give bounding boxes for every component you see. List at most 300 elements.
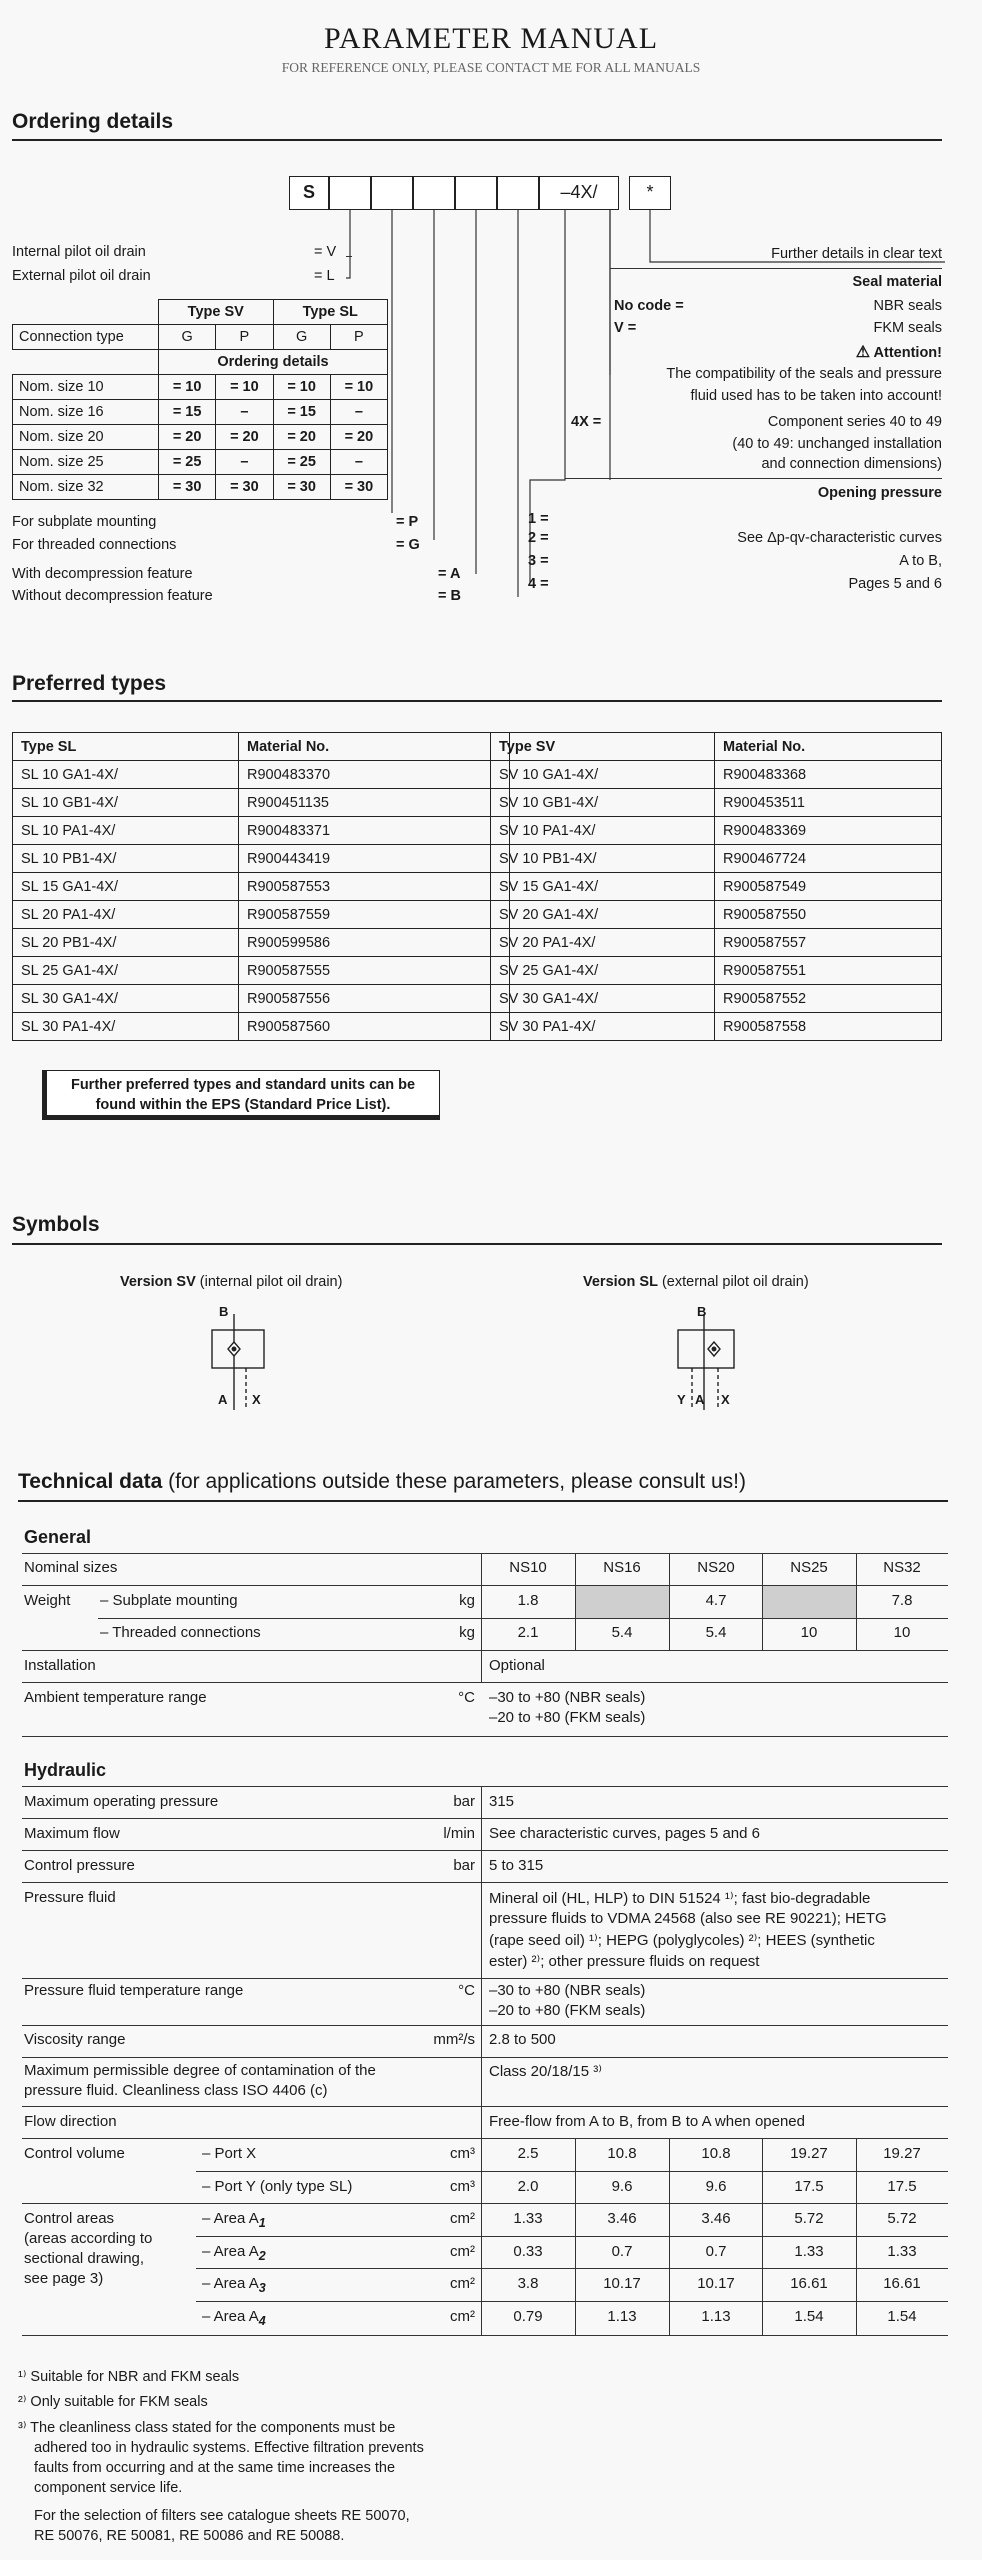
conn-p-sv: P	[216, 325, 273, 350]
area-4-2: 1.13	[701, 2308, 731, 2325]
th-type-sv: Type SV	[159, 300, 274, 325]
area-4-0: 0.79	[513, 2308, 543, 2325]
series-line-2: (40 to 49: unchanged installation	[732, 436, 942, 452]
cell: R900483368	[715, 761, 942, 789]
fluid-temp-1: –30 to +80 (NBR seals)	[489, 1982, 646, 1999]
footnote-3-line-4: component service life.	[34, 2480, 183, 2496]
max-op-unit: bar	[453, 1793, 475, 1810]
table-row	[13, 761, 510, 789]
weight-thr-0: 2.1	[517, 1624, 539, 1641]
area-3-unit: cm²	[450, 2275, 475, 2292]
table-row	[13, 425, 388, 450]
area-label-text: – Area A	[202, 2210, 259, 2227]
op-code-2: 2 =	[528, 530, 549, 546]
cell: = 30	[330, 475, 387, 500]
opt-subplate-code: = P	[396, 514, 419, 530]
cell: R900483370	[239, 761, 510, 789]
cell: = 20	[273, 425, 330, 450]
area-label-text: – Area A	[202, 2308, 259, 2325]
cell: SV 10 PA1-4X/	[491, 817, 715, 845]
flow-dir-value: Free-flow from A to B, from B to A when opened	[489, 2113, 805, 2130]
opt-with-decompression: With decompression feature	[12, 566, 193, 582]
opt-internal-drain: Internal pilot oil drain	[12, 244, 146, 260]
ambient-value-1: –30 to +80 (NBR seals)	[489, 1689, 646, 1706]
tech-rule	[18, 1500, 948, 1502]
sv-port-x: X	[252, 1392, 261, 1407]
area-1-4: 5.72	[887, 2210, 917, 2227]
table-row	[13, 957, 510, 985]
ns-2: NS20	[697, 1559, 735, 1576]
cell: –	[216, 450, 273, 475]
tech-heading	[18, 1470, 746, 1494]
cell: R900467724	[715, 845, 942, 873]
tech-heading-bold: Technical data	[18, 1470, 163, 1493]
viscosity-unit: mm²/s	[433, 2031, 475, 2048]
conn-g-sl: G	[273, 325, 330, 350]
table-row	[13, 873, 510, 901]
area-2-unit: cm²	[450, 2243, 475, 2260]
cell: –	[216, 400, 273, 425]
sv-port-b: B	[219, 1304, 229, 1319]
max-op-value: 315	[489, 1793, 515, 1810]
cell: R900587553	[239, 873, 510, 901]
divider	[22, 2138, 948, 2139]
cell: = 20	[216, 425, 273, 450]
fluid-line-1: Mineral oil (HL, HLP) to DIN 51524 ¹⁾; fast bio-degradable	[489, 1890, 871, 1907]
th-material-no: Material No.	[715, 733, 942, 761]
table-row	[13, 450, 388, 475]
weight-sub-2: 4.7	[705, 1592, 727, 1609]
cell: SV 10 GA1-4X/	[491, 761, 715, 789]
opening-pressure-heading: Opening pressure	[817, 485, 942, 501]
op-line-3: Pages 5 and 6	[848, 576, 942, 592]
table-row	[13, 985, 510, 1013]
row-label: Nom. size 16	[13, 400, 159, 425]
cell: = 25	[159, 450, 216, 475]
weight-thr-3: 10	[800, 1624, 818, 1641]
cell: SV 10 PB1-4X/	[491, 845, 715, 873]
cell: = 30	[159, 475, 216, 500]
opt-without-decompression-code: = B	[438, 588, 461, 604]
ambient-label: Ambient temperature range	[24, 1689, 207, 1706]
cell: SV 30 GA1-4X/	[491, 985, 715, 1013]
ordering-table	[12, 299, 388, 500]
viscosity-label: Viscosity range	[24, 2031, 126, 2048]
area-1-0: 1.33	[513, 2210, 543, 2227]
no-code-label: No code =	[614, 298, 684, 314]
divider	[565, 478, 942, 479]
cell: R900443419	[239, 845, 510, 873]
cell: SV 10 GB1-4X/	[491, 789, 715, 817]
cell: = 30	[216, 475, 273, 500]
divider	[196, 2301, 948, 2302]
code-series: –4X	[560, 182, 593, 202]
conn-p-sl: P	[330, 325, 387, 350]
code-slash: /	[592, 182, 598, 202]
area-3-1: 10.17	[603, 2275, 641, 2292]
table-row	[13, 929, 510, 957]
cell: SL 10 GB1-4X/	[13, 789, 239, 817]
divider	[196, 2268, 948, 2269]
opt-external-drain: External pilot oil drain	[12, 268, 151, 284]
col-divider	[669, 2138, 670, 2335]
area-1-1: 3.46	[607, 2210, 637, 2227]
area-2-4: 1.33	[887, 2243, 917, 2260]
divider	[196, 2236, 948, 2237]
ambient-value-2: –20 to +80 (FKM seals)	[489, 1709, 646, 1726]
cell: R900587559	[239, 901, 510, 929]
installation-value: Optional	[489, 1657, 545, 1674]
cell: R900587558	[715, 1013, 942, 1041]
control-pressure-value: 5 to 315	[489, 1857, 544, 1874]
footnote-3-line-2: adhered too in hydraulic systems. Effective filtration prevents	[34, 2440, 424, 2456]
fkm-seals: FKM seals	[873, 320, 942, 336]
control-areas-4: see page 3)	[24, 2270, 104, 2287]
sl-rest: (external pilot oil drain)	[657, 1274, 809, 1290]
fluid-line-3: (rape seed oil) ¹⁾; HEPG (polyglycoles) ²⁾; HEES (synthetic	[489, 1932, 875, 1949]
preferred-rule	[12, 700, 942, 702]
op-code-4: 4 =	[528, 576, 549, 592]
divider	[22, 1850, 948, 1851]
ns-1: NS16	[603, 1559, 641, 1576]
control-pressure-label: Control pressure	[24, 1857, 135, 1874]
op-code-3: 3 =	[528, 553, 549, 569]
cell: = 25	[273, 450, 330, 475]
cell: SL 15 GA1-4X/	[13, 873, 239, 901]
sl-bold: Version SL	[583, 1274, 658, 1290]
area-sub: 1	[258, 2216, 266, 2230]
area-sub: 2	[258, 2249, 266, 2263]
table-row	[13, 475, 388, 500]
contam-line-2: pressure fluid. Cleanliness class ISO 4406 (c)	[24, 2082, 328, 2099]
series-code: 4X =	[571, 414, 602, 430]
cell: R900587555	[239, 957, 510, 985]
col-divider	[575, 2138, 576, 2335]
port-y-2: 9.6	[705, 2178, 727, 2195]
cell: R900599586	[239, 929, 510, 957]
footnote-3-line-1: ³⁾ The cleanliness class stated for the components must be	[18, 2420, 396, 2436]
divider	[22, 2057, 948, 2058]
symbol-sv-diagram	[200, 1300, 290, 1415]
sl-port-x: X	[721, 1392, 730, 1407]
op-line-1: See Δp-qv-characteristic curves	[737, 530, 942, 546]
table-row	[491, 985, 942, 1013]
divider	[22, 1882, 948, 1883]
max-flow-value: See characteristic curves, pages 5 and 6	[489, 1825, 760, 1842]
area-label-text: – Area A	[202, 2275, 259, 2292]
port-y-0: 2.0	[517, 2178, 539, 2195]
area-1-label	[202, 2210, 266, 2230]
max-flow-label: Maximum flow	[24, 1825, 120, 1842]
area-2-1: 0.7	[611, 2243, 633, 2260]
installation-label: Installation	[24, 1657, 96, 1674]
series-line-3: and connection dimensions)	[761, 456, 942, 472]
divider	[22, 1818, 948, 1819]
port-x-unit: cm³	[450, 2145, 475, 2162]
further-details: Further details in clear text	[771, 246, 942, 262]
fluid-temp-2: –20 to +80 (FKM seals)	[489, 2002, 646, 2019]
area-1-3: 5.72	[794, 2210, 824, 2227]
sl-port-a: A	[695, 1392, 705, 1407]
weight-thr-1: 5.4	[611, 1624, 633, 1641]
divider	[22, 1978, 948, 1979]
cell: SV 25 GA1-4X/	[491, 957, 715, 985]
cell: = 15	[273, 400, 330, 425]
port-x-2: 10.8	[701, 2145, 731, 2162]
area-3-0: 3.8	[517, 2275, 539, 2292]
table-row	[491, 957, 942, 985]
opt-without-decompression: Without decompression feature	[12, 588, 213, 604]
table-row	[13, 817, 510, 845]
conn-g-sv: G	[159, 325, 216, 350]
control-areas-3: sectional drawing,	[24, 2250, 145, 2267]
footnote-4-line-1: For the selection of filters see catalogue sheets RE 50070,	[34, 2508, 410, 2524]
attention	[740, 342, 942, 362]
cell: SL 10 PB1-4X/	[13, 845, 239, 873]
compat-line-1: The compatibility of the seals and pressure	[666, 366, 942, 382]
port-x-0: 2.5	[517, 2145, 539, 2162]
control-areas-1: Control areas	[24, 2210, 115, 2227]
code-box-star: *	[629, 176, 671, 210]
divider	[98, 1618, 948, 1619]
table-row	[491, 845, 942, 873]
cell: SV 20 PA1-4X/	[491, 929, 715, 957]
divider	[610, 268, 942, 269]
preferred-sv-table	[490, 732, 942, 1041]
port-y-4: 17.5	[887, 2178, 917, 2195]
conn-type-label: Connection type	[13, 325, 159, 350]
area-2-0: 0.33	[513, 2243, 543, 2260]
cell: SL 25 GA1-4X/	[13, 957, 239, 985]
area-2-3: 1.33	[794, 2243, 824, 2260]
th-ordering-details: Ordering details	[159, 350, 388, 375]
series-line-1: Component series 40 to 49	[767, 414, 942, 430]
table-row	[13, 1013, 510, 1041]
tech-heading-note: (for applications outside these parameters, please consult us!)	[162, 1470, 746, 1493]
cell: R900483371	[239, 817, 510, 845]
row-label: Nom. size 10	[13, 375, 159, 400]
preferred-heading: Preferred types	[12, 672, 167, 695]
grey-cell	[763, 1586, 856, 1618]
area-sub: 3	[258, 2281, 266, 2295]
max-flow-unit: l/min	[443, 1825, 475, 1842]
area-3-4: 16.61	[883, 2275, 921, 2292]
divider	[22, 2106, 948, 2107]
cell: SV 30 PA1-4X/	[491, 1013, 715, 1041]
ordering-heading: Ordering details	[12, 110, 174, 133]
cell: = 30	[273, 475, 330, 500]
table-row	[491, 1013, 942, 1041]
cell: R900587560	[239, 1013, 510, 1041]
opt-with-decompression-code: = A	[438, 566, 461, 582]
footnote-3-line-3: faults from occurring and at the same time increases the	[34, 2460, 396, 2476]
area-4-3: 1.54	[794, 2308, 824, 2325]
cell: R900587551	[715, 957, 942, 985]
symbols-rule	[12, 1243, 942, 1245]
table-row	[491, 929, 942, 957]
page-title: PARAMETER MANUAL	[323, 22, 659, 55]
cell: = 10	[159, 375, 216, 400]
table-row	[491, 873, 942, 901]
divider	[196, 2171, 948, 2172]
table-row	[491, 901, 942, 929]
weight-thr-4: 10	[893, 1624, 911, 1641]
footnote-1: ¹⁾ Suitable for NBR and FKM seals	[18, 2369, 240, 2385]
note-line-1: Further preferred types and standard units can be	[70, 1077, 416, 1093]
cell: SL 20 PA1-4X/	[13, 901, 239, 929]
footnote-2: ²⁾ Only suitable for FKM seals	[18, 2394, 208, 2410]
seal-material-heading: Seal material	[852, 274, 942, 290]
cell: = 10	[330, 375, 387, 400]
cell: SL 10 PA1-4X/	[13, 817, 239, 845]
weight-label: Weight	[24, 1592, 71, 1609]
cell: R900453511	[715, 789, 942, 817]
ambient-unit: °C	[458, 1689, 475, 1706]
table-row	[13, 901, 510, 929]
nominal-sizes-label: Nominal sizes	[24, 1559, 118, 1576]
grey-cell	[576, 1586, 669, 1618]
op-line-2: A to B,	[899, 553, 942, 569]
cell: R900587556	[239, 985, 510, 1013]
cell: –	[330, 400, 387, 425]
cell: SL 10 GA1-4X/	[13, 761, 239, 789]
tick-v	[346, 256, 352, 257]
table-row	[13, 375, 388, 400]
table-row	[491, 817, 942, 845]
weight-sub-4: 7.8	[891, 1592, 913, 1609]
cell: = 10	[216, 375, 273, 400]
weight-subplate-unit: kg	[459, 1592, 475, 1609]
opt-subplate: For subplate mounting	[12, 514, 157, 530]
fluid-line-2: pressure fluids to VDMA 24568 (also see RE 90221); HETG	[489, 1910, 887, 1927]
table-row	[13, 845, 510, 873]
sv-port-a: A	[218, 1392, 228, 1407]
area-4-4: 1.54	[887, 2308, 917, 2325]
fluid-line-4: ester) ²⁾; other pressure fluids on request	[489, 1953, 760, 1970]
port-y-1: 9.6	[611, 2178, 633, 2195]
table-row	[13, 789, 510, 817]
flow-dir-label: Flow direction	[24, 2113, 117, 2130]
divider	[22, 1736, 948, 1737]
divider	[22, 2335, 948, 2336]
sv-bold: Version SV	[120, 1274, 196, 1290]
cell: SV 20 GA1-4X/	[491, 901, 715, 929]
port-y-label: – Port Y (only type SL)	[202, 2178, 353, 2195]
opt-threaded-code: = G	[396, 537, 420, 553]
area-2-2: 0.7	[705, 2243, 727, 2260]
cell: R900587550	[715, 901, 942, 929]
weight-subplate-label: – Subplate mounting	[100, 1592, 238, 1609]
cell: = 10	[273, 375, 330, 400]
opt-internal-drain-code: = V	[314, 244, 337, 260]
area-sub: 4	[258, 2314, 266, 2328]
table-row	[491, 789, 942, 817]
op-code-1: 1 =	[528, 511, 549, 527]
ns-3: NS25	[790, 1559, 828, 1576]
divider	[22, 1786, 948, 1787]
area-1-2: 3.46	[701, 2210, 731, 2227]
control-pressure-unit: bar	[453, 1857, 475, 1874]
port-x-1: 10.8	[607, 2145, 637, 2162]
v-code-label: V =	[614, 320, 637, 336]
ns-0: NS10	[509, 1559, 547, 1576]
cell-empty	[13, 350, 159, 375]
code-box-s: S	[289, 176, 329, 210]
ns-4: NS32	[883, 1559, 921, 1576]
area-4-unit: cm²	[450, 2308, 475, 2325]
cell: R900587552	[715, 985, 942, 1013]
cell: = 20	[159, 425, 216, 450]
cell: R900483369	[715, 817, 942, 845]
attention-text: Attention!	[873, 345, 942, 361]
cell: SL 20 PB1-4X/	[13, 929, 239, 957]
row-label: Nom. size 32	[13, 475, 159, 500]
divider	[22, 1682, 948, 1683]
col-divider	[856, 2138, 857, 2335]
th-type-sv: Type SV	[491, 733, 715, 761]
weight-sub-0: 1.8	[517, 1592, 539, 1609]
warning-icon: ⚠	[855, 344, 871, 361]
port-x-label: – Port X	[202, 2145, 257, 2162]
area-1-unit: cm²	[450, 2210, 475, 2227]
weight-thr-2: 5.4	[705, 1624, 727, 1641]
area-label-text: – Area A	[202, 2243, 259, 2260]
cell: SL 30 PA1-4X/	[13, 1013, 239, 1041]
cell: SV 15 GA1-4X/	[491, 873, 715, 901]
fluid-temp-label: Pressure fluid temperature range	[24, 1982, 244, 1999]
symbol-sv-caption	[120, 1274, 342, 1290]
weight-threaded-label: – Threaded connections	[100, 1624, 261, 1641]
row-label: Nom. size 20	[13, 425, 159, 450]
max-op-label: Maximum operating pressure	[24, 1793, 219, 1810]
fluid-temp-unit: °C	[458, 1982, 475, 1999]
th-type-sl: Type SL	[13, 733, 239, 761]
area-3-3: 16.61	[790, 2275, 828, 2292]
col-divider	[762, 2138, 763, 2335]
compat-line-2: fluid used has to be taken into account!	[690, 388, 942, 404]
weight-threaded-unit: kg	[459, 1624, 475, 1641]
cell: = 15	[159, 400, 216, 425]
opt-threaded: For threaded connections	[12, 537, 177, 553]
port-y-unit: cm³	[450, 2178, 475, 2195]
symbol-sl-caption	[583, 1274, 809, 1290]
cell: SL 30 GA1-4X/	[13, 985, 239, 1013]
sl-port-b: B	[697, 1304, 707, 1319]
symbols-heading: Symbols	[12, 1213, 100, 1236]
note-line-2: found within the EPS (Standard Price List).	[95, 1097, 391, 1113]
divider	[22, 1553, 948, 1554]
cell: = 20	[330, 425, 387, 450]
area-3-2: 10.17	[697, 2275, 735, 2292]
area-3-label	[202, 2275, 266, 2295]
opt-external-drain-code: = L	[314, 268, 335, 284]
port-y-3: 17.5	[794, 2178, 824, 2195]
cell-empty	[13, 300, 159, 325]
area-2-label	[202, 2243, 266, 2263]
viscosity-value: 2.8 to 500	[489, 2031, 556, 2048]
port-x-4: 19.27	[883, 2145, 921, 2162]
area-4-1: 1.13	[607, 2308, 637, 2325]
hydraulic-heading: Hydraulic	[24, 1760, 107, 1780]
th-type-sl: Type SL	[273, 300, 388, 325]
sv-rest: (internal pilot oil drain)	[195, 1274, 343, 1290]
preferred-note	[42, 1070, 440, 1120]
general-heading: General	[24, 1527, 92, 1547]
control-areas-2: (areas according to	[24, 2230, 153, 2247]
table-row	[491, 761, 942, 789]
cell: R900587557	[715, 929, 942, 957]
contam-value: Class 20/18/15 ³⁾	[489, 2063, 602, 2080]
